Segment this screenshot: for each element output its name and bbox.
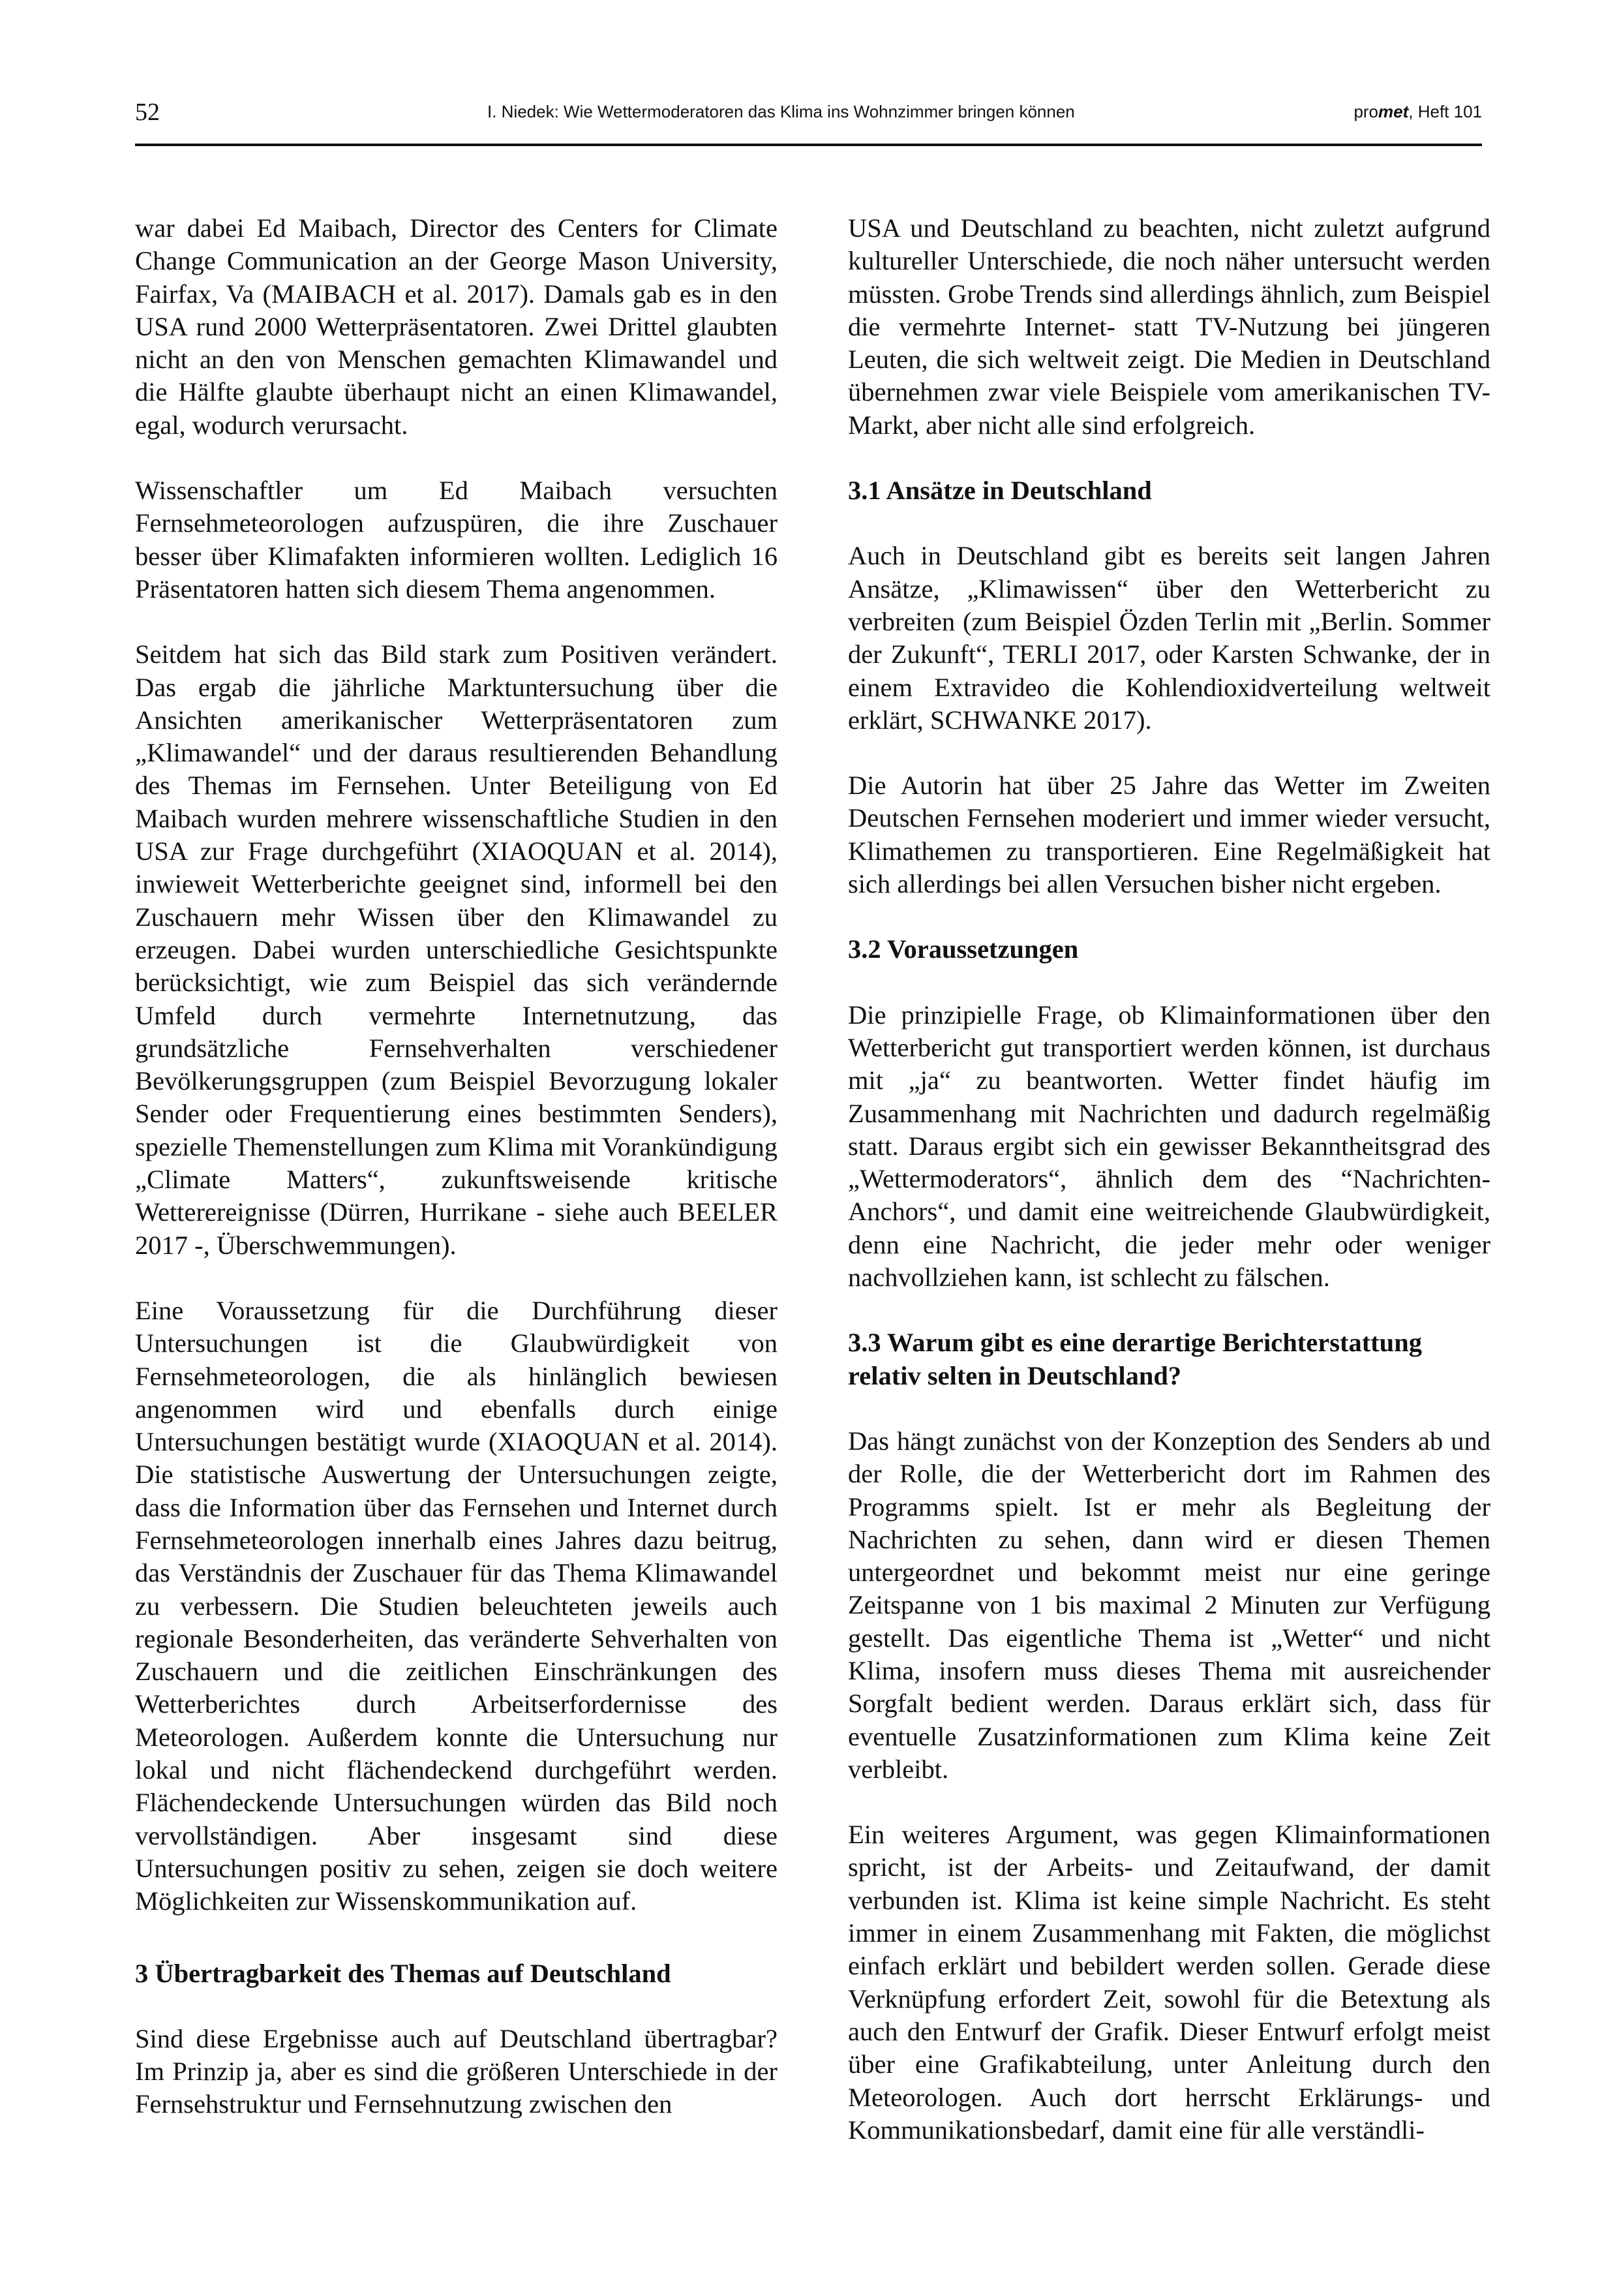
running-header [135,91,1482,137]
paragraph: Ein weiteres Argument, was gegen Klimainformationen spricht, ist der Arbeits- und Zeitaufwand, der damit verbunden ist. Klima ist keine simple Nachricht. Es steht immer in einem Zusammenhang mit Fakten, die möglichst einfach erklärt und bebildert werden sollen. Gerade diese Verknüpfung erfordert Zeit, sowohl für die Betextung als auch den Entwurf der Grafik. Dieser Entwurf erfolgt meist über eine Grafikabteilung, unter Anleitung durch den Meteorologen. Auch dort herrscht Erklärungs- und Kommunikationsbedarf, damit eine für alle verständli- [848,1820,1490,2145]
paragraph: Die prinzipielle Frage, ob Klimainformationen über den Wetterbericht gut transportiert werden können, ist durchaus mit „ja“ zu beantworten. Wetter findet häufig im Zusammenhang mit Nachrichten und dadurch regelmäßig statt. Daraus ergibt sich ein gewisser Bekanntheitsgrad des „Wettermoderators“, ähnlich dem des “Nachrichten-Anchors“, und damit eine weitreichende Glaubwürdigkeit, denn eine Nachricht, die jeder mehr oder weniger nachvollziehen kann, ist schlecht zu fälschen. [848,1000,1490,1293]
paragraph: Auch in Deutschland gibt es bereits seit langen Jahren Ansätze, „Klimawissen“ über den Wetterbericht zu verbreiten (zum Beispiel Özden Terlin mit „Berlin. Sommer der Zukunft“, TERLI 2017, oder Karsten Schwanke, der in einem Extravideo die Kohlendioxidverteilung weltweit erklärt, SCHWANKE 2017). [848,541,1490,735]
section-heading: 3 Übertragbarkeit des Themas auf Deutschland [135,1958,671,1988]
paragraph: war dabei Ed Maibach, Director des Centers for Climate Change Communication an der George Mason University, Fairfax, Va (MAIBACH et al. 2017). Damals gab es in den USA rund 2000 Wetterpräsentatoren. Zwei Drittel glaubten nicht an den von Menschen gemachten Klimawandel und die Hälfte glaubte überhaupt nicht an einen Klimawandel, egal, wodurch verursacht. [135,213,778,440]
journal-name-pro: pro [1353,102,1379,121]
journal-issue-number: , Heft 101 [1408,102,1482,121]
subsection-heading: 3.3 Warum gibt es eine derartige Berichterstattung relativ selten in Deutschland? [848,1328,1422,1390]
paragraph: Wissenschaftler um Ed Maibach versuchten Fernsehmeteorologen aufzuspüren, die ihre Zuschauer besser über Klimafakten informieren wollten. Lediglich 16 Präsentatoren hatten sich diesem Thema angenommen. [135,476,778,604]
page-number: 52 [135,99,160,126]
paragraph: Sind diese Ergebnisse auch auf Deutschland übertragbar? Im Prinzip ja, aber es sind die größeren Unterschiede in der Fernsehstruktur und Fernsehnutzung zwischen den [135,2023,778,2119]
subsection-heading: 3.1 Ansätze in Deutschland [848,476,1152,506]
left-column [135,212,778,2121]
paragraph: USA und Deutschland zu beachten, nicht zuletzt aufgrund kultureller Unterschiede, die noch näher untersucht werden müssten. Grobe Trends sind allerdings ähnlich, zum Beispiel die vermehrte Internet- statt TV-Nutzung bei jüngeren Leuten, die sich weltweit zeigt. Die Medien in Deutschland übernehmen zwar viele Beispiele vom amerikanischen TV-Markt, aber nicht alle sind erfolgreich. [848,213,1490,440]
paragraph: Die Autorin hat über 25 Jahre das Wetter im Zweiten Deutschen Fernsehen moderiert und immer wieder versucht, Klimathemen zu transportieren. Eine Regelmäßigkeit hat sich allerdings bei allen Versuchen bisher nicht ergeben. [848,771,1490,899]
journal-name-met: met [1378,102,1409,121]
right-column [848,212,1490,2147]
subsection-heading: 3.2 Voraussetzungen [848,934,1079,964]
journal-issue [1353,102,1482,122]
paragraph: Das hängt zunächst von der Konzeption des Senders ab und der Rolle, die der Wetterbericht dort im Rahmen des Programms spielt. Ist er mehr als Begleitung der Nachrichten zu sehen, dann wird er diesen Themen untergeordnet und bekommt meist nur eine geringe Zeitspanne von 1 bis maximal 2 Minuten zur Verfügung gestellt. Das eigentliche Thema ist „Wetter“ und nicht Klima, insofern muss dieses Thema mit ausreichender Sorgfalt bedient werden. Daraus erklärt sich, dass für eventuelle Zusatzinformationen zum Klima keine Zeit verbleibt. [848,1426,1490,1784]
header-rule [135,144,1482,146]
running-title: I. Niedek: Wie Wettermoderatoren das Klima ins Wohnzimmer bringen können [487,102,1075,121]
paragraph: Eine Voraussetzung für die Durchführung dieser Untersuchungen ist die Glaubwürdigkeit von Fernsehmeteorologen, die als hinlänglich bewiesen angenommen wird und ebenfalls durch einige Untersuchungen bestätigt wurde (XIAOQUAN et al. 2014). Die statistische Auswertung der Untersuchungen zeigte, dass die Information über das Fernsehen und Internet durch Fernsehmeteorologen innerhalb eines Jahres dazu beitrug, das Verständnis der Zuschauer für das Thema Klimawandel zu verbessern. Die Studien beleuchteten jeweils auch regionale Besonderheiten, das veränderte Sehverhalten von Zuschauern und die zeitlichen Einschränkungen des Wetterberichtes durch Arbeitserfordernisse des Meteorologen. Außerdem konnte die Untersuchung nur lokal und nicht flächendeckend durchgeführt werden. Flächendeckende Untersuchungen würden das Bild noch vervollständigen. Aber insgesamt sind diese Untersuchungen positiv zu sehen, zeigen sie doch weitere Möglichkeiten zur Wissenskommunikation auf. [135,1295,778,1916]
paragraph: Seitdem hat sich das Bild stark zum Positiven verändert. Das ergab die jährliche Marktuntersuchung über die Ansichten amerikanischer Wetterpräsentatoren zum „Klimawandel“ und der daraus resultierenden Behandlung des Themas im Fernsehen. Unter Beteiligung von Ed Maibach wurden mehrere wissenschaftliche Studien in den USA zur Frage durchgeführt (XIAOQUAN et al. 2014), inwieweit Wetterberichte geeignet sind, informell bei den Zuschauern mehr Wissen über den Klimawandel zu erzeugen. Dabei wurden unterschiedliche Gesichtspunkte berücksichtigt, wie zum Beispiel das sich verändernde Umfeld durch vermehrte Internetnutzung, das grundsätzliche Fernsehverhalten verschiedener Bevölkerungsgruppen (zum Beispiel Bevorzugung lokaler Sender oder Frequentierung eines bestimmten Senders), spezielle Themenstellungen zum Klima mit Vorankündigung „Climate Matters“, zukunftsweisende kritische Wetterereignisse (Dürren, Hurrikane - siehe auch BEELER 2017 -, Überschwemmungen). [135,639,778,1260]
